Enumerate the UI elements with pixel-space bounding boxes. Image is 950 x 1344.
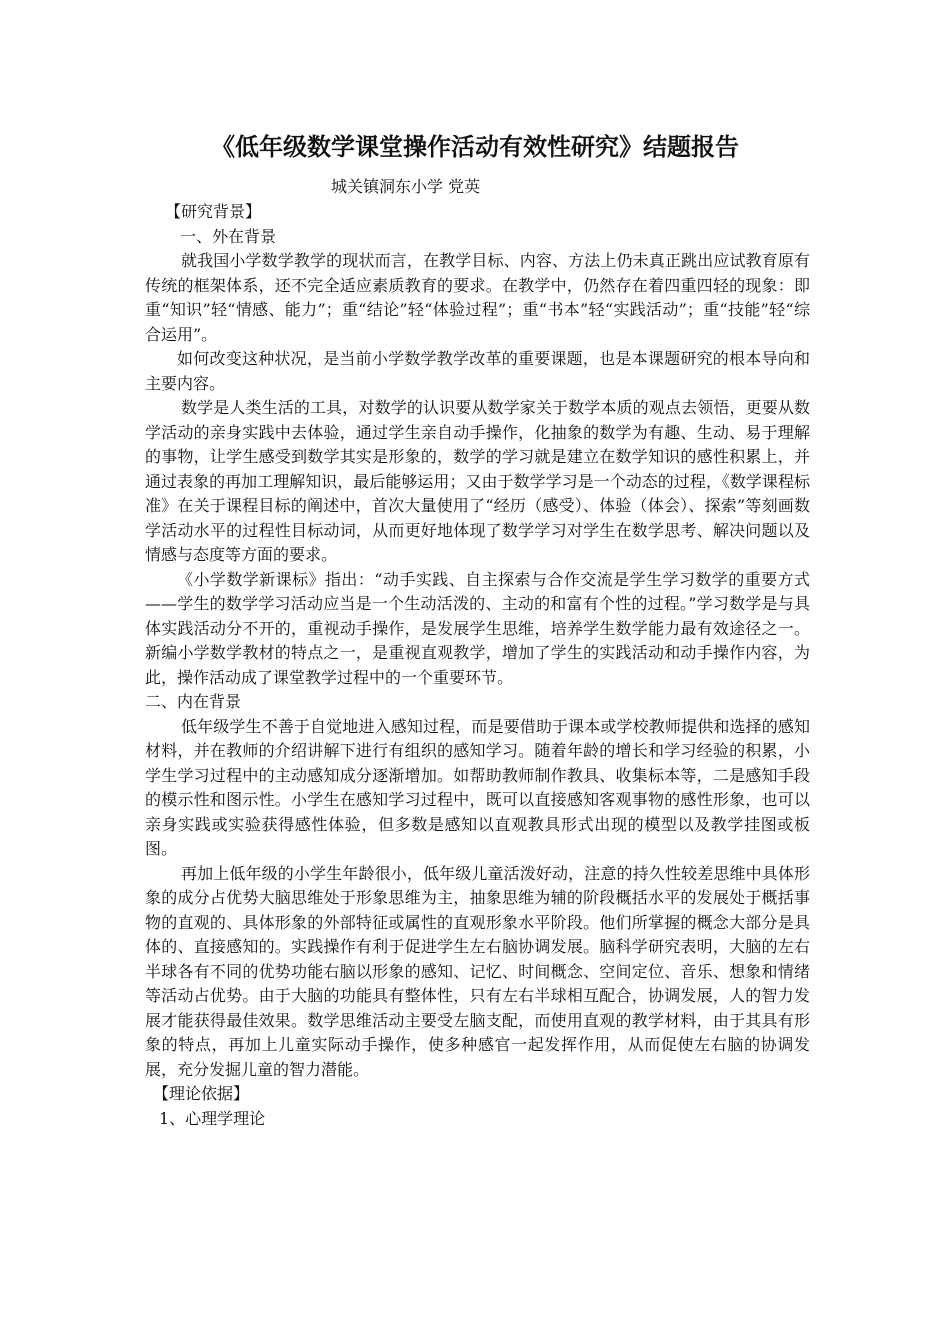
- document-body: [145, 200, 810, 1131]
- subsection-heading-external: 一、外在背景: [180, 226, 277, 246]
- subsection-heading-psychology: 1、心理学理论: [159, 1108, 266, 1128]
- subsection-heading-internal: 二、内在背景: [145, 692, 242, 711]
- section-heading-background: 【研究背景】: [165, 202, 262, 221]
- paragraph-4: 《小学数学新课标》指出：“动手实践、自主探索与合作交流是学生学习数学的重要方式——学生的数学学习活动应当是一个生动活泼的、主动的和富有个性的过程。”学习数学是与具体实践活动分不开的，重视动手操作，是发展学生思维，培养学生数学能力最有效途径之一。新编小学数学教材的特点之一，是重视直观教学，增加了学生的实践活动和动手操作内容，为此，操作活动成了课堂教学过程中的一个重要环节。: [145, 569, 810, 687]
- paragraph-2: 如何改变这种状况，是当前小学数学教学改革的重要课题，也是本课题研究的根本导向和主要内容。: [145, 349, 810, 393]
- section-heading-theory: 【理论依据】: [153, 1084, 250, 1103]
- document-title: 《低年级数学课堂操作活动有效性研究》结题报告: [211, 133, 739, 161]
- paragraph-5: 低年级学生不善于自觉地进入感知过程，而是要借助于课本或学校教师提供和选择的感知材料，并在教师的介绍讲解下进行有组织的感知学习。随着年龄的增长和学习经验的积累，小学生学习过程中的主动感知成分逐渐增加。如帮助教师制作教具、收集标本等，二是感知手段的模示性和图示性。小学生在感知学习过程中，既可以直接感知客观事物的感性形象，也可以亲身实践或实验获得感性体验，但多数是感知以直观教具形式出现的模型以及教学挂图或板图。: [145, 716, 810, 858]
- author-line: 城关镇洞东小学 党英: [331, 177, 481, 196]
- paragraph-3: 数学是人类生活的工具，对数学的认识要从数学家关于数学本质的观点去领悟，更要从数学活动的亲身实践中去体验，通过学生亲自动手操作，化抽象的数学为有趣、生动、易于理解的事物，让学生感受到数学其实是形象的，数学的学习就是建立在数学知识的感性积累上，并通过表象的再加工理解知识，最后能够运用；又由于数学学习是一个动态的过程，《数学课程标准》在关于课程目标的阐述中，首次大量使用了“经历（感受）、体验（体会）、探索”等刻画数学活动水平的过程性目标动词，从而更好地体现了数学学习对学生在数学思考、解决问题以及情感与态度等方面的要求。: [145, 398, 810, 564]
- paragraph-6: 再加上低年级的小学生年龄很小，低年级儿童活泼好动，注意的持久性较差思维中具体形象的成分占优势大脑思维处于形象思维为主，抽象思维为辅的阶段概括水平的发展处于概括事物的直观的、具体形象的外部特征或属性的直观形象水平阶段。他们所掌握的概念大部分是具体的、直接感知的。实践操作有利于促进学生左右脑协调发展。脑科学研究表明，大脑的左右半球各有不同的优势功能右脑以形象的感知、记忆、时间概念、空间定位、音乐、想象和情绪等活动占优势。由于大脑的功能具有整体性，只有左右半球相互配合，协调发展，人的智力发展才能获得最佳效果。数学思维活动主要受左脑支配，而使用直观的教学材料，由于其具有形象的特点，再加上儿童实际动手操作，使多种感官一起发挥作用，从而促使左右脑的协调发展，充分发掘儿童的智力潜能。: [145, 863, 810, 1079]
- paragraph-1: 就我国小学数学教学的现状而言，在教学目标、内容、方法上仍未真正跳出应试教育原有传统的框架体系，还不完全适应素质教育的要求。在教学中，仍然存在着四重四轻的现象：即重“知识”轻“情感、能力”；重“结论”轻“体验过程”；重“书本”轻“实践活动”；重“技能”轻“综合运用”。: [145, 251, 810, 344]
